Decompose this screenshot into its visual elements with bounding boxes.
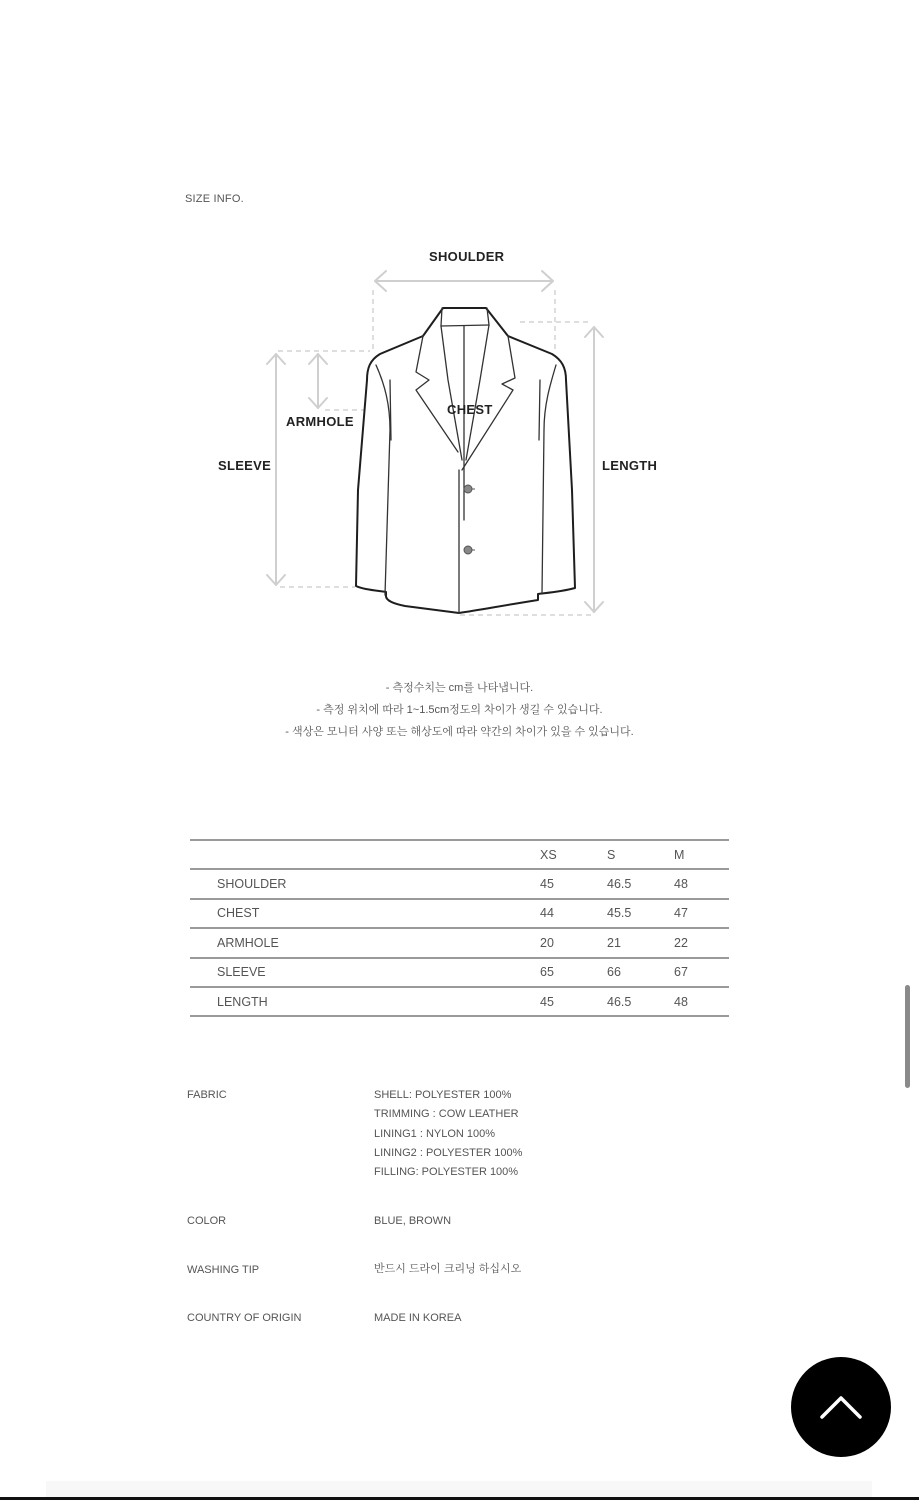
column-header-xs: XS bbox=[540, 840, 607, 869]
column-header-m: M bbox=[674, 840, 729, 869]
row-label: ARMHOLE bbox=[190, 928, 540, 957]
scroll-to-top-button[interactable] bbox=[791, 1357, 891, 1457]
jacket-icon bbox=[200, 240, 700, 630]
row-label: SHOULDER bbox=[190, 869, 540, 898]
note-line: - 측정 위치에 따라 1~1.5cm정도의 차이가 생길 수 있습니다. bbox=[316, 704, 603, 716]
fabric-line: FILLING: POLYESTER 100% bbox=[374, 1166, 519, 1179]
table-row bbox=[190, 899, 729, 928]
spec-value-origin: MADE IN KOREA bbox=[374, 1312, 462, 1324]
label-chest: CHEST bbox=[447, 402, 493, 417]
fabric-line: LINING2 : POLYESTER 100% bbox=[374, 1146, 523, 1159]
note-line: - 측정수치는 cm를 나타냅니다. bbox=[385, 682, 534, 694]
cell-m: 47 bbox=[674, 899, 729, 928]
spec-label-washing-tip: WASHING TIP bbox=[187, 1264, 260, 1276]
table-row bbox=[190, 987, 729, 1016]
bottom-toolbar bbox=[46, 1481, 872, 1498]
spec-label-fabric: FABRIC bbox=[187, 1089, 227, 1101]
label-length: LENGTH bbox=[602, 458, 658, 473]
cell-xs: 65 bbox=[540, 958, 607, 987]
fabric-line: TRIMMING : COW LEATHER bbox=[374, 1108, 519, 1121]
cell-xs: 45 bbox=[540, 987, 607, 1016]
fabric-line: LINING1 : NYLON 100% bbox=[374, 1127, 496, 1140]
cell-xs: 20 bbox=[540, 928, 607, 957]
table-row bbox=[190, 869, 729, 898]
size-diagram bbox=[200, 240, 700, 630]
cell-s: 46.5 bbox=[607, 987, 674, 1016]
measurement-notes bbox=[0, 677, 919, 743]
cell-m: 48 bbox=[674, 869, 729, 898]
table-row bbox=[190, 958, 729, 987]
cell-s: 45.5 bbox=[607, 899, 674, 928]
note-line: - 색상은 모니터 사양 또는 해상도에 따라 약간의 차이가 있을 수 있습니다. bbox=[285, 726, 634, 738]
cell-m: 48 bbox=[674, 987, 729, 1016]
column-header-s: S bbox=[607, 840, 674, 869]
spec-value-fabric bbox=[374, 1086, 522, 1182]
table-row bbox=[190, 928, 729, 957]
label-armhole: ARMHOLE bbox=[286, 414, 354, 429]
cell-xs: 45 bbox=[540, 869, 607, 898]
row-label: CHEST bbox=[190, 899, 540, 928]
cell-s: 46.5 bbox=[607, 869, 674, 898]
table-header-row bbox=[190, 840, 729, 869]
size-table bbox=[190, 839, 729, 1017]
spec-label-origin: COUNTRY OF ORIGIN bbox=[187, 1312, 302, 1324]
chevron-up-icon bbox=[819, 1394, 863, 1420]
cell-m: 22 bbox=[674, 928, 729, 957]
cell-s: 66 bbox=[607, 958, 674, 987]
cell-xs: 44 bbox=[540, 899, 607, 928]
label-sleeve: SLEEVE bbox=[218, 458, 272, 473]
cell-m: 67 bbox=[674, 958, 729, 987]
spec-value-color: BLUE, BROWN bbox=[374, 1215, 452, 1227]
size-info-title: SIZE INFO. bbox=[185, 193, 244, 205]
spec-value-washing-tip: 반드시 드라이 크리닝 하십시오 bbox=[374, 1263, 522, 1275]
row-label: LENGTH bbox=[190, 987, 540, 1016]
label-shoulder: SHOULDER bbox=[429, 249, 505, 264]
spec-label-color: COLOR bbox=[187, 1215, 227, 1227]
cell-s: 21 bbox=[607, 928, 674, 957]
scrollbar-thumb[interactable] bbox=[905, 985, 910, 1088]
column-header-label bbox=[190, 840, 540, 869]
row-label: SLEEVE bbox=[190, 958, 540, 987]
fabric-line: SHELL: POLYESTER 100% bbox=[374, 1089, 512, 1101]
